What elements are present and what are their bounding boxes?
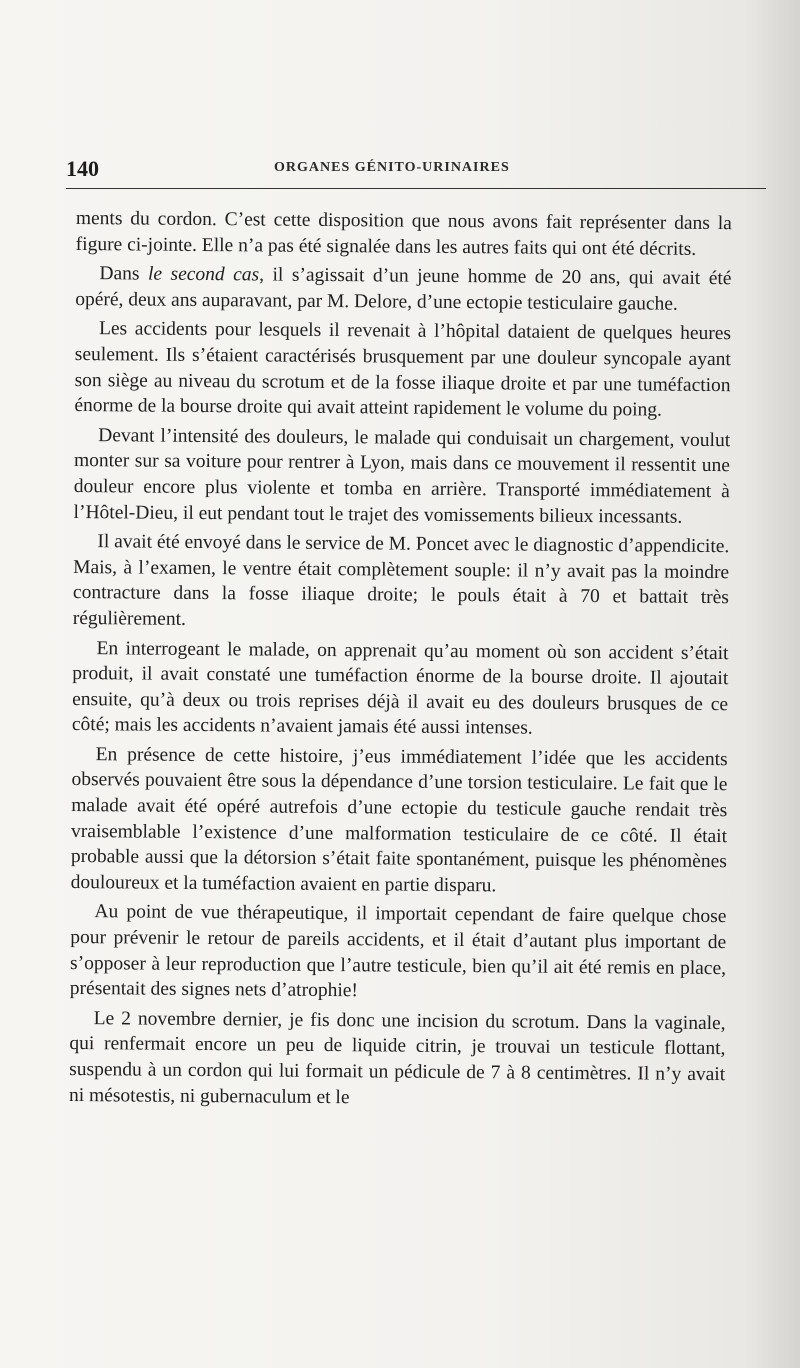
paragraph-2 xyxy=(75,261,731,317)
paragraph-4: Devant l’intensité des douleurs, le malade qui conduisait un chargement, voulut monter sur sa voiture pour rentrer à Lyon, mais dans ce mouvement il ressentit une douleur encore plus violente et tomba en arrière. Transporté immédiatement à l’Hôtel-Dieu, il eut pendant tout le trajet des vomissements bilieux incessants. xyxy=(73,424,731,528)
paragraph-2-rest: , il s’agissait d’un jeune homme de 20 ans, qui avait été opéré, deux ans auparavant, par M. Delore, d’une ectopie testiculaire gauche. xyxy=(75,264,732,315)
paragraph-5: Il avait été envoyé dans le service de M. Poncet avec le diagnostic d’appendicite. Mais, à l’examen, le ventre était complètement souple: il n’y avait pas la moindre contracture dans la fosse iliaque droite; le pouls était à 70 et battait très régulièrement. xyxy=(72,531,730,630)
page-header xyxy=(66,150,766,190)
paragraph-6: En interrogeant le malade, on apprenait qu’au moment où son accident s’était produit, il avait constaté une tuméfaction énorme de la bourse droite. Il ajoutait ensuite, qu’à deux ou trois reprises déjà il avait eu des douleurs brusques de ce côté; mais les accidents n’avaient jamais été aussi intenses. xyxy=(71,637,729,739)
paragraph-8: Au point de vue thérapeutique, il importait cependant de faire quelque chose pour prévenir le retour de pareils accidents, et il était d’autant plus important de s’opposer à leur reproduction que l’autre testicule, bien qu’il ait été remis en place, présentait des signes nets d’atrophie! xyxy=(69,901,727,1002)
paragraph-2-emphasis: le second cas xyxy=(147,263,260,286)
header-rule xyxy=(66,188,766,189)
paragraph-9: Le 2 novembre dernier, je fis donc une incision du scrotum. Dans la vaginale, qui renfermait encore un peu de liquide citrin, je trouvai un testicule flottant, suspendu à un cordon qui lui formait un pédicule de 7 à 8 centimètres. Il n’y avait ni mésotestis, ni gubernaculum et le xyxy=(68,1007,726,1108)
paragraph-7: En présence de cette histoire, j’eus immédiatement l’idée que les accidents observés pouvaient être sous la dépendance d’une torsion testiculaire. Le fait que le malade avait été opéré autrefois d’une ectopie du testicule gauche rendait très vraisemblable l’existence d’une malformation testiculaire de ce côté. Il était probable aussi que la détorsion s’était faite spontanément, puisque les phénomènes douloureux et la tuméfaction avaient en partie disparu. xyxy=(70,744,728,897)
paragraph-2-lead: Dans xyxy=(99,263,149,285)
running-title: ORGANES GÉNITO-URINAIRES xyxy=(274,160,510,175)
body-text xyxy=(69,206,732,1117)
page-number: 140 xyxy=(66,156,99,181)
paragraph-1: ments du cordon. C’est cette disposition que nous avons fait représenter dans la figure ci-jointe. Elle n’a pas été signalée dans les autres faits qui ont été décrits. xyxy=(75,207,732,260)
paragraph-3: Les accidents pour lesquels il revenait à l’hôpital dataient de quelques heures seulement. Ils s’étaient caractérisés brusquement par une douleur syncopale ayant son siège au niveau du scrotum et de la fosse iliaque droite et par une tuméfaction énorme de la bourse droite qui avait atteint rapidement le volume du poing. xyxy=(74,318,732,421)
